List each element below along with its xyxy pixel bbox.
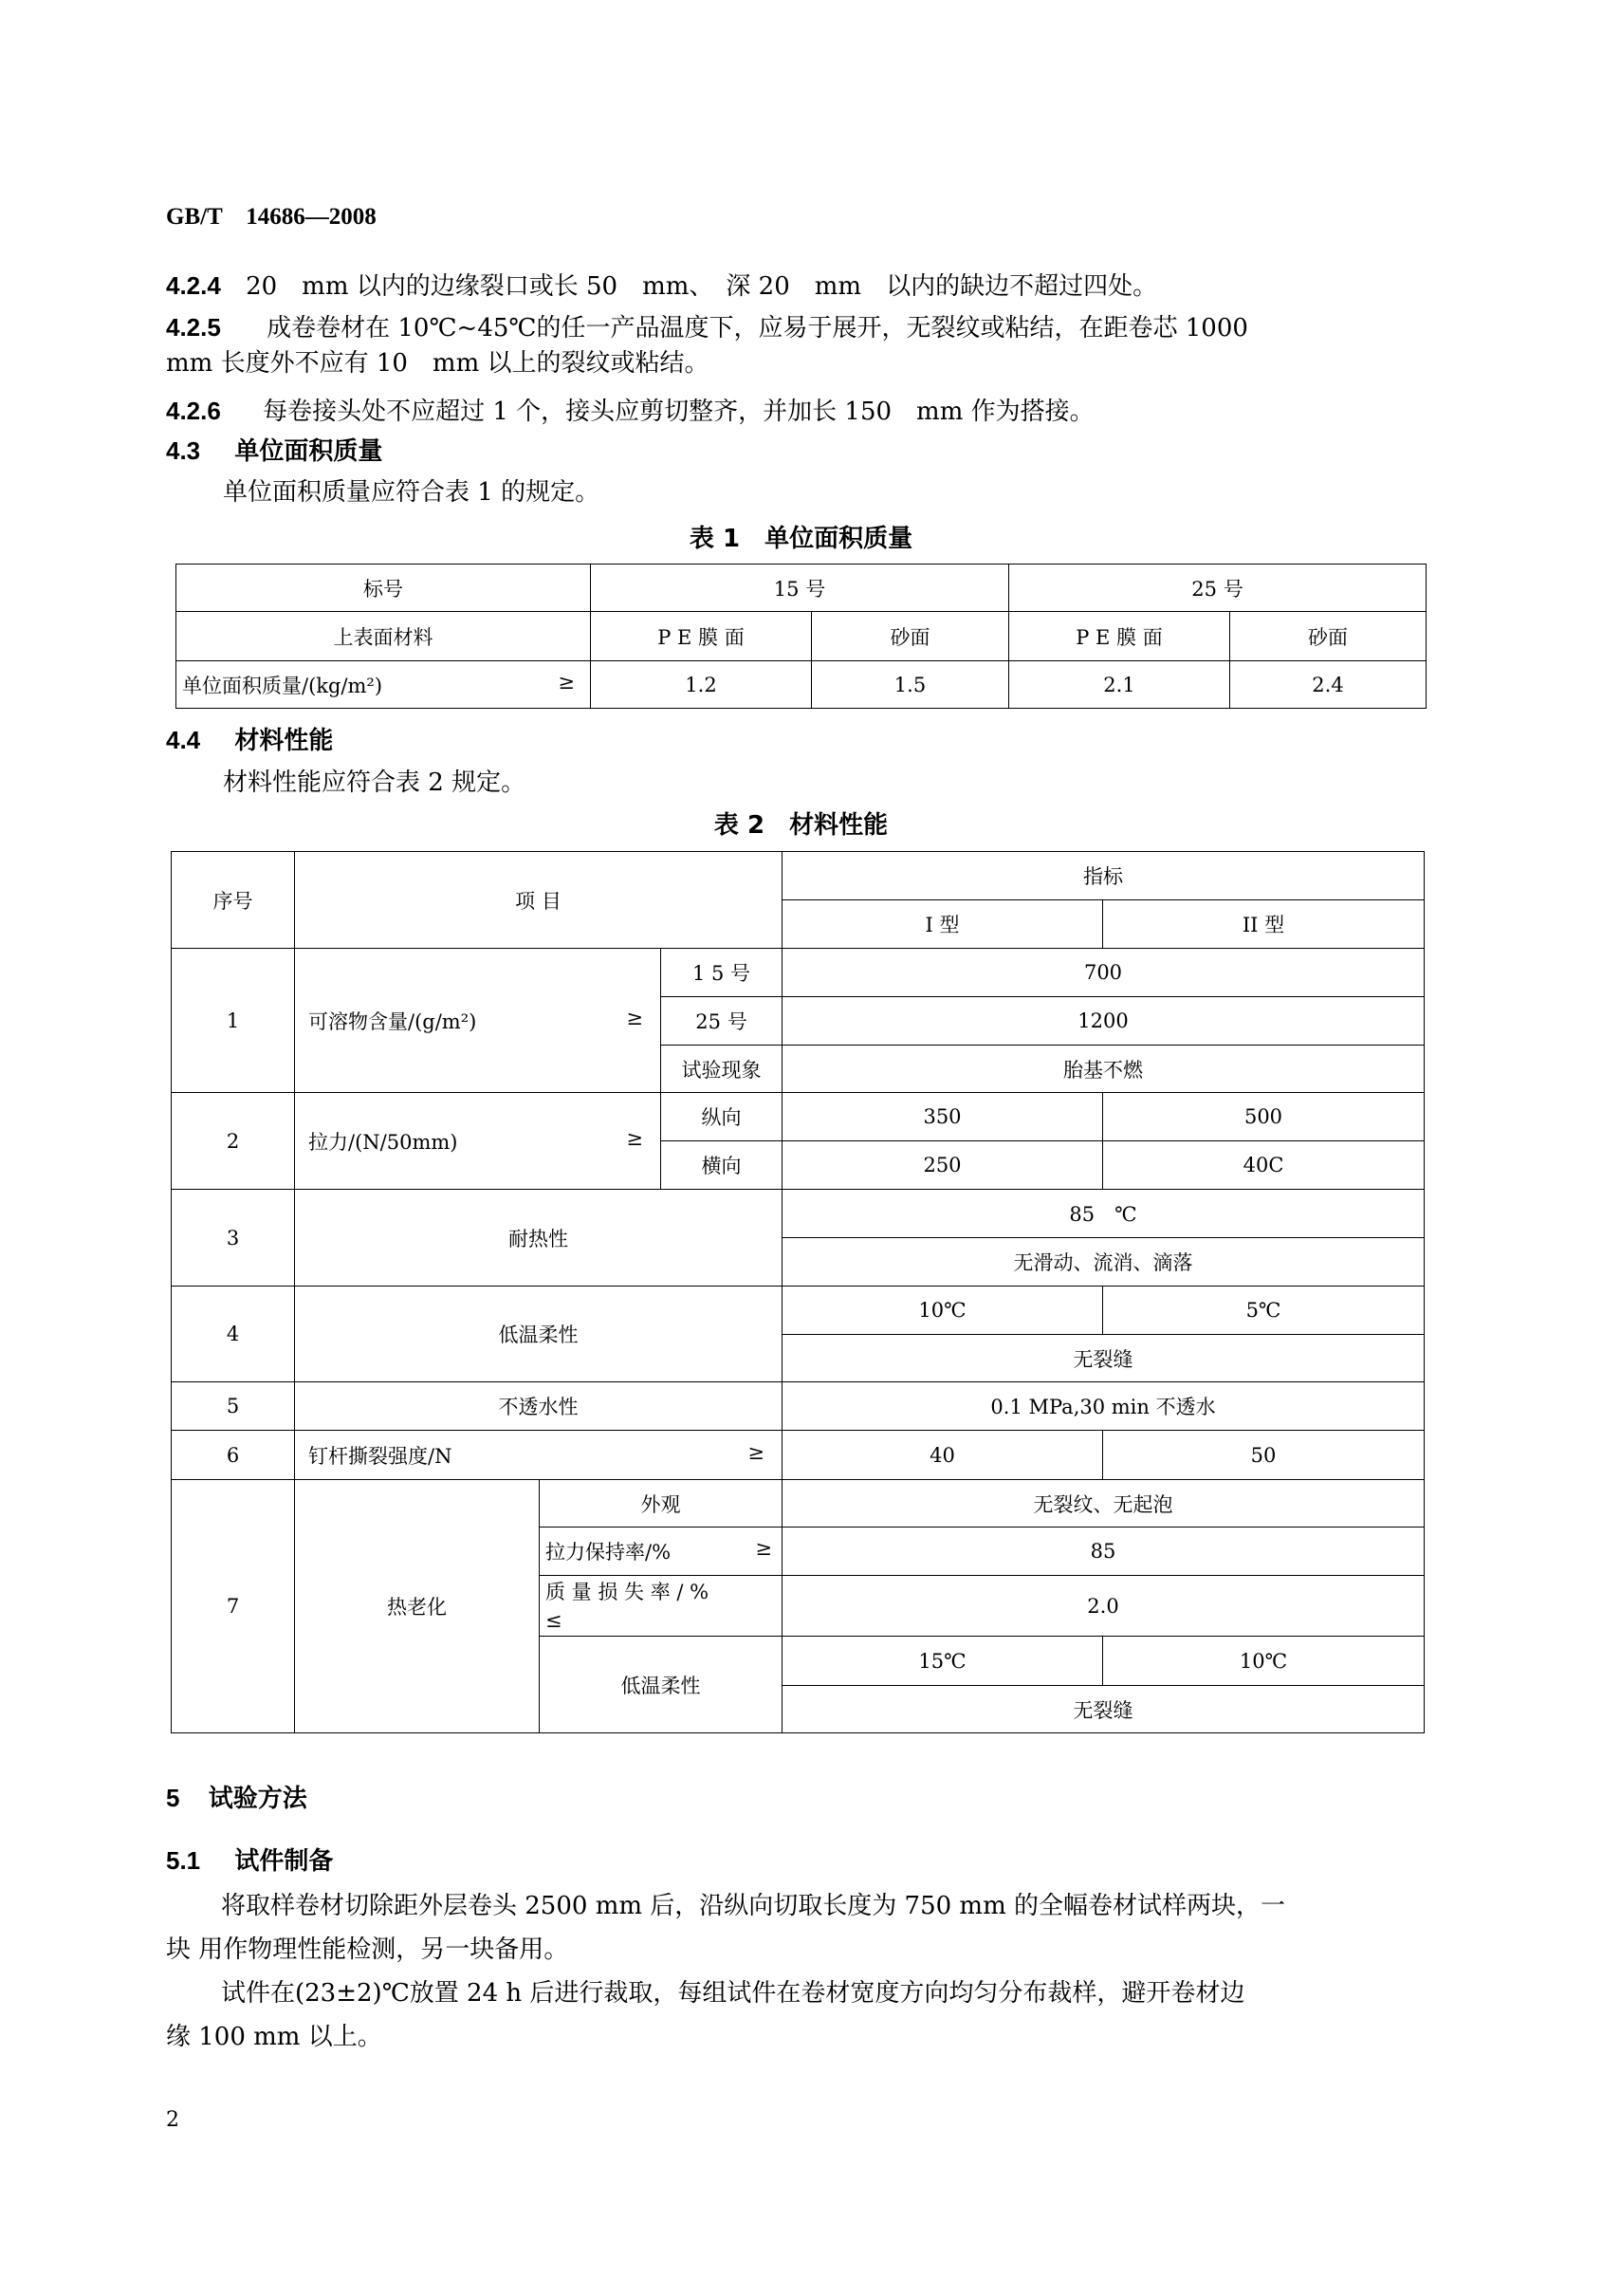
table-cell: 2.0 xyxy=(783,1576,1425,1637)
table-cell: 1.2 xyxy=(591,661,812,709)
table-cell: 500 xyxy=(1103,1093,1425,1141)
table-cell: P E 膜 面 xyxy=(1009,612,1230,661)
section-5-1-para1-line2: 块 用作物理性能检测，另一块备用。 xyxy=(166,1935,569,1964)
section-5-1-para2-line1: 试件在(23±2)℃放置 24 h 后进行裁取，每组试件在卷材宽度方向均匀分布裁样，避开卷材边 xyxy=(221,1979,1245,2008)
table-row xyxy=(172,1480,1425,1528)
table-cell xyxy=(295,1431,783,1480)
cell-symbol: ≥ xyxy=(626,1126,643,1150)
section-4-4-heading xyxy=(166,722,333,759)
clause-4-2-4 xyxy=(166,268,1157,305)
table-cell: 3 xyxy=(172,1190,295,1287)
table-cell: 40C xyxy=(1103,1141,1425,1190)
section-5-1-para2-line2: 缘 100 mm 以上。 xyxy=(166,2023,382,2051)
table-cell: 85 ℃ xyxy=(783,1190,1425,1238)
table-cell: 不透水性 xyxy=(295,1382,783,1431)
table2-caption: 表 2 材料性能 xyxy=(713,811,889,840)
table-cell: 热老化 xyxy=(295,1480,540,1733)
cell-label: 拉力保持率/% xyxy=(545,1541,672,1564)
table-cell: 6 xyxy=(172,1431,295,1480)
table-row xyxy=(172,852,1425,900)
table-cell: 2.1 xyxy=(1009,661,1230,709)
clause-number: 4.2.4 xyxy=(166,271,221,300)
section-number: 5 xyxy=(166,1784,180,1812)
section-5-1-heading xyxy=(166,1842,333,1879)
table-cell xyxy=(295,1093,661,1190)
section-5-heading xyxy=(166,1780,307,1817)
table-cell: 5℃ xyxy=(1103,1287,1425,1335)
table-cell: 无裂纹、无起泡 xyxy=(783,1480,1425,1528)
table-cell: 2.4 xyxy=(1230,661,1427,709)
table-cell: 低温柔性 xyxy=(295,1287,783,1382)
page-number: 2 xyxy=(166,2108,179,2132)
section-4-4-text: 材料性能应符合表 2 规定。 xyxy=(223,768,526,797)
clause-text: 20 mm 以内的边缘裂口或长 50 mm、 深 20 mm 以内的缺边不超过四处。 xyxy=(246,272,1158,301)
table-cell: 横向 xyxy=(661,1141,783,1190)
table-cell: 50 xyxy=(1103,1431,1425,1480)
table-cell: 85 xyxy=(783,1528,1425,1576)
table-cell xyxy=(540,1528,783,1576)
table-cell: 700 xyxy=(783,949,1425,997)
table-cell: 40 xyxy=(783,1431,1103,1480)
table-cell: 无裂缝 xyxy=(783,1335,1425,1382)
table-row xyxy=(172,1190,1425,1238)
table-cell: 无裂缝 xyxy=(783,1686,1425,1733)
cell-label: 质 量 损 失 率 / % xyxy=(545,1580,709,1603)
table-cell: 耐热性 xyxy=(295,1190,783,1287)
table-cell: 序号 xyxy=(172,852,295,949)
table-cell: I 型 xyxy=(783,900,1103,949)
table-cell: 10℃ xyxy=(783,1287,1103,1335)
cell-label: 单位面积质量/(kg/m²) xyxy=(182,674,383,697)
cell-symbol: ≥ xyxy=(755,1537,772,1560)
table-row xyxy=(176,565,1427,612)
table-cell xyxy=(176,661,591,709)
table-cell: 无滑动、流消、滴落 xyxy=(783,1238,1425,1287)
section-title: 试验方法 xyxy=(208,1785,307,1813)
table-cell: 5 xyxy=(172,1382,295,1431)
table-cell: 胎基不燃 xyxy=(783,1046,1425,1093)
table-cell: 7 xyxy=(172,1480,295,1733)
clause-number: 4.2.5 xyxy=(166,313,221,342)
table2-material-properties xyxy=(171,851,1425,1733)
table-cell: 1 5 号 xyxy=(661,949,783,997)
section-number: 4.3 xyxy=(166,436,201,465)
section-title: 单位面积质量 xyxy=(234,437,383,466)
table-cell: 外观 xyxy=(540,1480,783,1528)
table-cell: 25 号 xyxy=(1009,565,1427,612)
document-header: GB/T 14686—2008 xyxy=(166,204,377,230)
table-cell: 250 xyxy=(783,1141,1103,1190)
table-cell xyxy=(295,949,661,1093)
table-cell: 10℃ xyxy=(1103,1637,1425,1686)
clause-4-2-5-cont: mm 长度外不应有 10 mm 以上的裂纹或粘结。 xyxy=(166,349,709,378)
table-row xyxy=(172,1431,1425,1480)
table-cell: 15 号 xyxy=(591,565,1009,612)
clause-number: 4.2.6 xyxy=(166,397,221,425)
section-title: 材料性能 xyxy=(234,727,334,755)
table-cell: II 型 xyxy=(1103,900,1425,949)
cell-symbol: ≥ xyxy=(558,670,575,694)
section-4-3-text: 单位面积质量应符合表 1 的规定。 xyxy=(223,478,600,507)
cell-label: 可溶物含量/(g/m²) xyxy=(308,1009,477,1033)
table-cell: 项 目 xyxy=(295,852,783,949)
table-cell: 1 xyxy=(172,949,295,1093)
table-row xyxy=(176,661,1427,709)
table-cell: 纵向 xyxy=(661,1093,783,1141)
section-number: 5.1 xyxy=(166,1846,201,1875)
table-cell: 350 xyxy=(783,1093,1103,1141)
table1-unit-mass xyxy=(175,564,1427,709)
table-row xyxy=(172,1093,1425,1141)
section-title: 试件制备 xyxy=(234,1847,334,1876)
section-4-3-heading xyxy=(166,433,382,470)
table-cell: 砂面 xyxy=(1230,612,1427,661)
cell-symbol: ≤ xyxy=(545,1608,562,1632)
table-cell: 0.1 MPa,30 min 不透水 xyxy=(783,1382,1425,1431)
section-number: 4.4 xyxy=(166,726,201,754)
table-cell: 1200 xyxy=(783,997,1425,1046)
table-cell: P E 膜 面 xyxy=(591,612,812,661)
table-row xyxy=(172,1382,1425,1431)
table-cell: 低温柔性 xyxy=(540,1637,783,1733)
section-5-1-para1-line1: 将取样卷材切除距外层卷头 2500 mm 后，沿纵向切取长度为 750 mm 的全幅卷材试样两块，一 xyxy=(221,1892,1285,1920)
table-cell: 标号 xyxy=(176,565,591,612)
cell-symbol: ≥ xyxy=(626,1006,643,1029)
table-cell: 上表面材料 xyxy=(176,612,591,661)
table-cell: 2 xyxy=(172,1093,295,1190)
table-cell: 15℃ xyxy=(783,1637,1103,1686)
table-cell: 25 号 xyxy=(661,997,783,1046)
table-row xyxy=(172,949,1425,997)
table-cell: 试验现象 xyxy=(661,1046,783,1093)
table-cell: 4 xyxy=(172,1287,295,1382)
clause-4-2-5 xyxy=(166,309,1248,346)
table-row xyxy=(176,612,1427,661)
table-cell: 砂面 xyxy=(812,612,1009,661)
cell-label: 钉杆撕裂强度/N xyxy=(308,1444,452,1468)
table1-caption: 表 1 单位面积质量 xyxy=(689,525,913,553)
table-cell: 1.5 xyxy=(812,661,1009,709)
clause-text: 每卷接头处不应超过 1 个，接头应剪切整齐，并加长 150 mm 作为搭接。 xyxy=(263,398,1095,426)
clause-text: 成卷卷材在 10℃~45℃的任一产品温度下，应易于展开，无裂纹或粘结，在距卷芯 1000 xyxy=(267,314,1248,343)
cell-label: 拉力/(N/50mm) xyxy=(308,1130,458,1154)
clause-4-2-6 xyxy=(166,393,1095,430)
table-cell xyxy=(540,1576,783,1637)
table-cell: 指标 xyxy=(783,852,1425,900)
table-row xyxy=(172,1287,1425,1335)
cell-symbol: ≥ xyxy=(747,1440,764,1464)
